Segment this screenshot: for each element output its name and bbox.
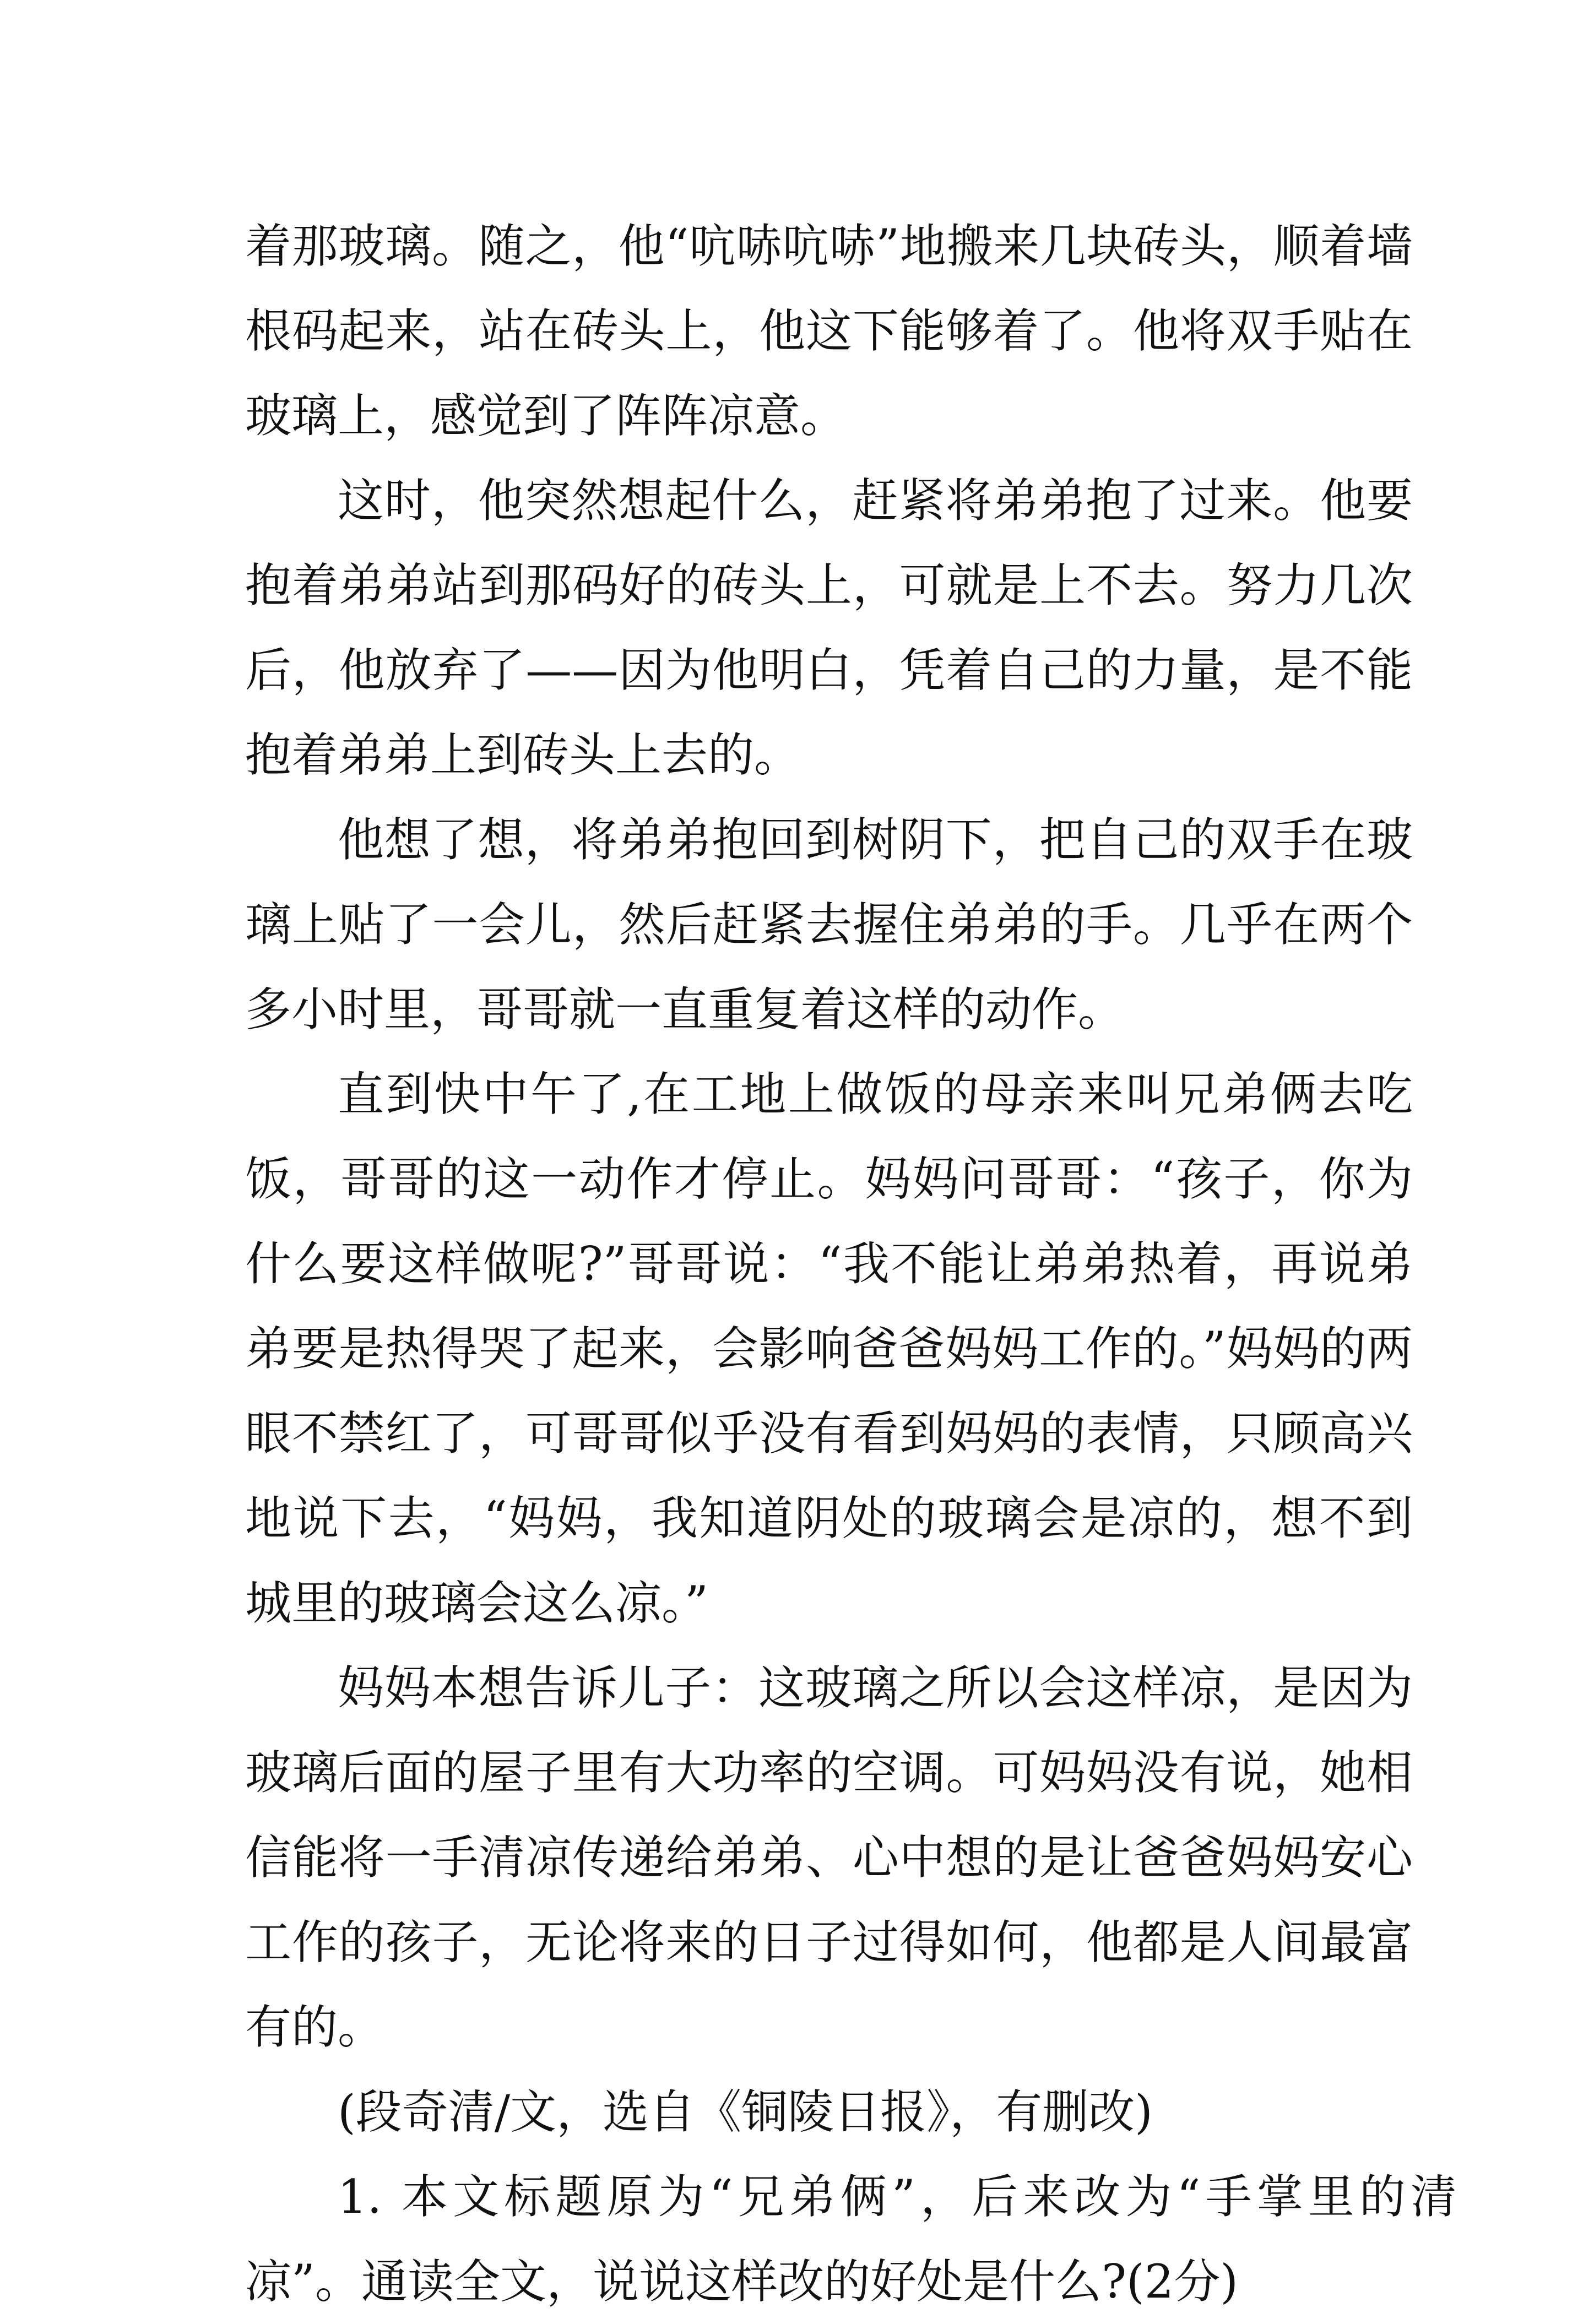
question-1: 1. 本文标题原为“兄弟俩”，后来改为“手掌里的清凉”。通读全文，说说这样改的好处是什么?(2分) <box>245 2170 1457 2309</box>
article-paragraph-2: 这时，他突然想起什么，赶紧将弟弟抱了过来。他要抱着弟弟站到那码好的砖头上，可就是上不去。努力几次后，他放弃了——因为他明白，凭着自己的力量，是不能抱着弟弟上到砖头上去的。 <box>245 474 1413 782</box>
article-paragraph-3: 他想了想，将弟弟抱回到树阴下，把自己的双手在玻璃上贴了一会儿，然后赶紧去握住弟弟的手。几乎在两个多小时里，哥哥就一直重复着这样的动作。 <box>245 813 1413 1036</box>
article-paragraph-5: 妈妈本想告诉儿子：这玻璃之所以会这样凉，是因为玻璃后面的屋子里有大功率的空调。可妈妈没有说，她相信能将一手清凉传递给弟弟、心中想的是让爸爸妈妈安心工作的孩子，无论将来的日子过得如何，他都是人间最富有的。 <box>245 1661 1413 2054</box>
article-source: (段奇清/文，选自《铜陵日报》，有删改) <box>338 2085 1153 2139</box>
article-paragraph-1: 着那玻璃。随之，他“吭哧吭哧”地搬来几块砖头，顺着墙根码起来，站在砖头上，他这下能够着了。他将双手贴在玻璃上，感觉到了阵阵凉意。 <box>245 219 1413 443</box>
article-paragraph-4: 直到快中午了,在工地上做饭的母亲来叫兄弟俩去吃饭，哥哥的这一动作才停止。妈妈问哥哥：“孩子，你为什么要这样做呢?”哥哥说：“我不能让弟弟热着，再说弟弟要是热得哭了起来，会影响爸爸妈妈工作的。”妈妈的两眼不禁红了，可哥哥似乎没有看到妈妈的表情，只顾高兴地说下去，“妈妈，我知道阴处的玻璃会是凉的，想不到城里的玻璃会这么凉。” <box>245 1067 1413 1630</box>
article-body <box>245 204 1457 2324</box>
